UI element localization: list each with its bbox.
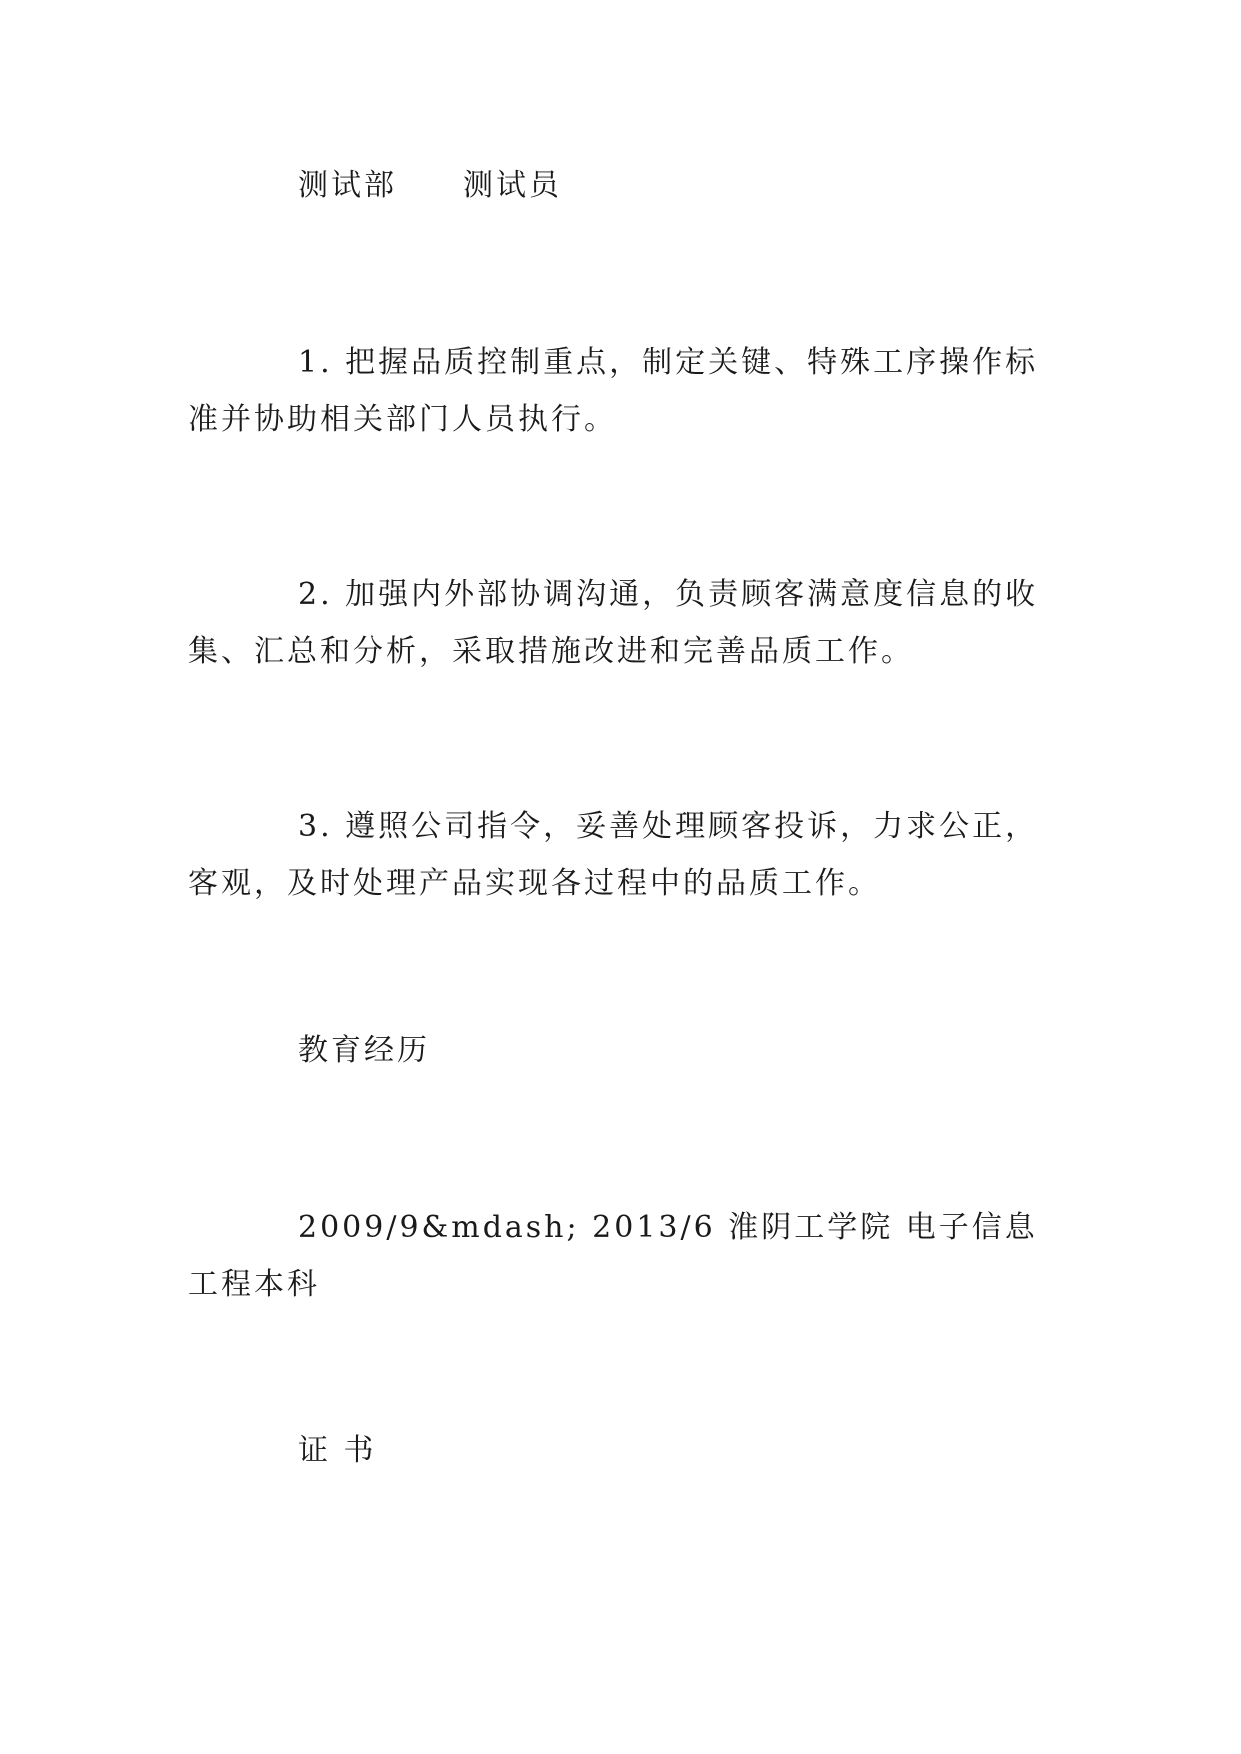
position-label: 测试员: [463, 168, 562, 203]
duty-paragraph-1: 1. 把握品质控制重点，制定关键、特殊工序操作标准并协助相关部门人员执行。: [188, 345, 1039, 437]
certificates-heading: 证 书: [298, 1433, 377, 1468]
education-entry: 2009/9&mdash; 2013/6 淮阴工学院 电子信息工程本科: [188, 1210, 1038, 1302]
department-label: 测试部: [298, 168, 397, 203]
duty-paragraph-2: 2. 加强内外部协调沟通，负责顾客满意度信息的收集、汇总和分析，采取措施改进和完善品质工作。: [188, 577, 1039, 669]
duty-paragraph-3: 3. 遵照公司指令，妥善处理顾客投诉，力求公正，客观，及时处理产品实现各过程中的品质工作。: [188, 809, 1039, 901]
education-heading: 教育经历: [298, 1033, 430, 1068]
job-title-line: [298, 166, 562, 206]
